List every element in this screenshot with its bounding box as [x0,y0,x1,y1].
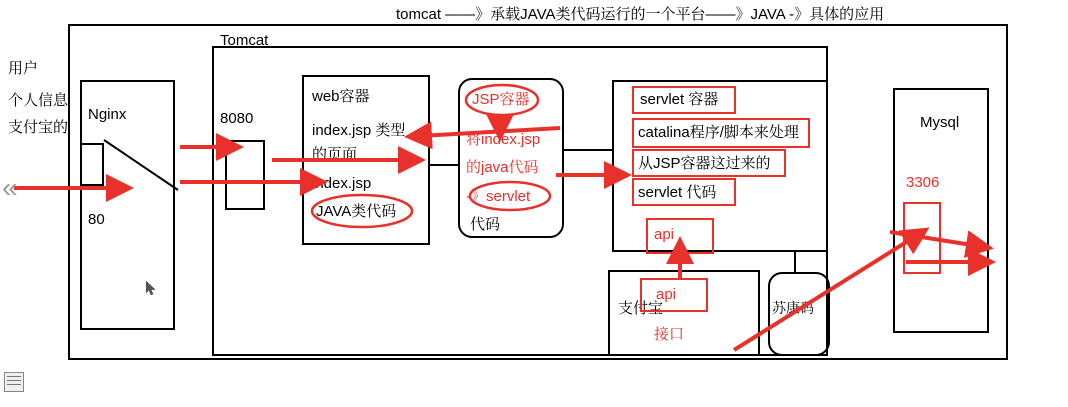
index-jsp-type-label: index.jsp 类型 [312,122,406,139]
window-list-icon[interactable] [4,372,24,392]
api-top-label: api [654,226,675,243]
user-label-line1: 用户 [8,60,39,77]
catalina-highlight [632,118,810,148]
scroll-caret-icon: « [2,172,18,203]
catalina-label: catalina程序/脚本来处理 [638,124,799,141]
web-container-label: web容器 [312,88,370,105]
mysql-label: Mysql [920,114,960,131]
nginx-label: Nginx [88,106,127,123]
java-class-code-label: JAVA类代码 [316,203,397,220]
interface-label: 接口 [654,326,685,343]
alipay-label: 支付宝 [618,300,664,317]
the-page-label: 的页面 [312,146,358,163]
convert-index-jsp-label: 将index.jsp [466,131,541,148]
api-bottom-label: api [656,286,677,303]
suikang-label: 苏康码 [772,300,814,316]
port-8080-box [225,140,265,210]
from-jsp-highlight [632,149,786,177]
nginx-port-box [80,143,104,186]
mouse-cursor-icon [146,281,155,295]
nginx-port-label: 80 [88,211,105,228]
diagram-title: tomcat ——》承载JAVA类代码运行的一个平台——》JAVA -》具体的应用 [396,6,885,23]
mysql-port-box [903,202,941,274]
user-label-line3: 支付宝的 [8,119,69,136]
jsp-container-label: JSP容器 [472,91,530,108]
user-label-line2: 个人信息 [8,92,69,109]
servlet-container-highlight [632,86,736,114]
code-label: 代码 [470,216,501,233]
mysql-port-label: 3306 [906,174,940,191]
tomcat-label: Tomcat [220,32,269,49]
servlet-code-highlight [632,178,736,206]
java-code-label: 的java代码 [466,159,539,176]
servlet-code-label: servlet 代码 [638,184,717,201]
to-servlet-label: -》servlet [466,188,531,205]
index-jsp-label: index.jsp [312,175,372,192]
servlet-container-label: servlet 容器 [640,91,719,108]
port-8080-label: 8080 [220,110,254,127]
from-jsp-label: 从JSP容器这过来的 [638,155,771,172]
